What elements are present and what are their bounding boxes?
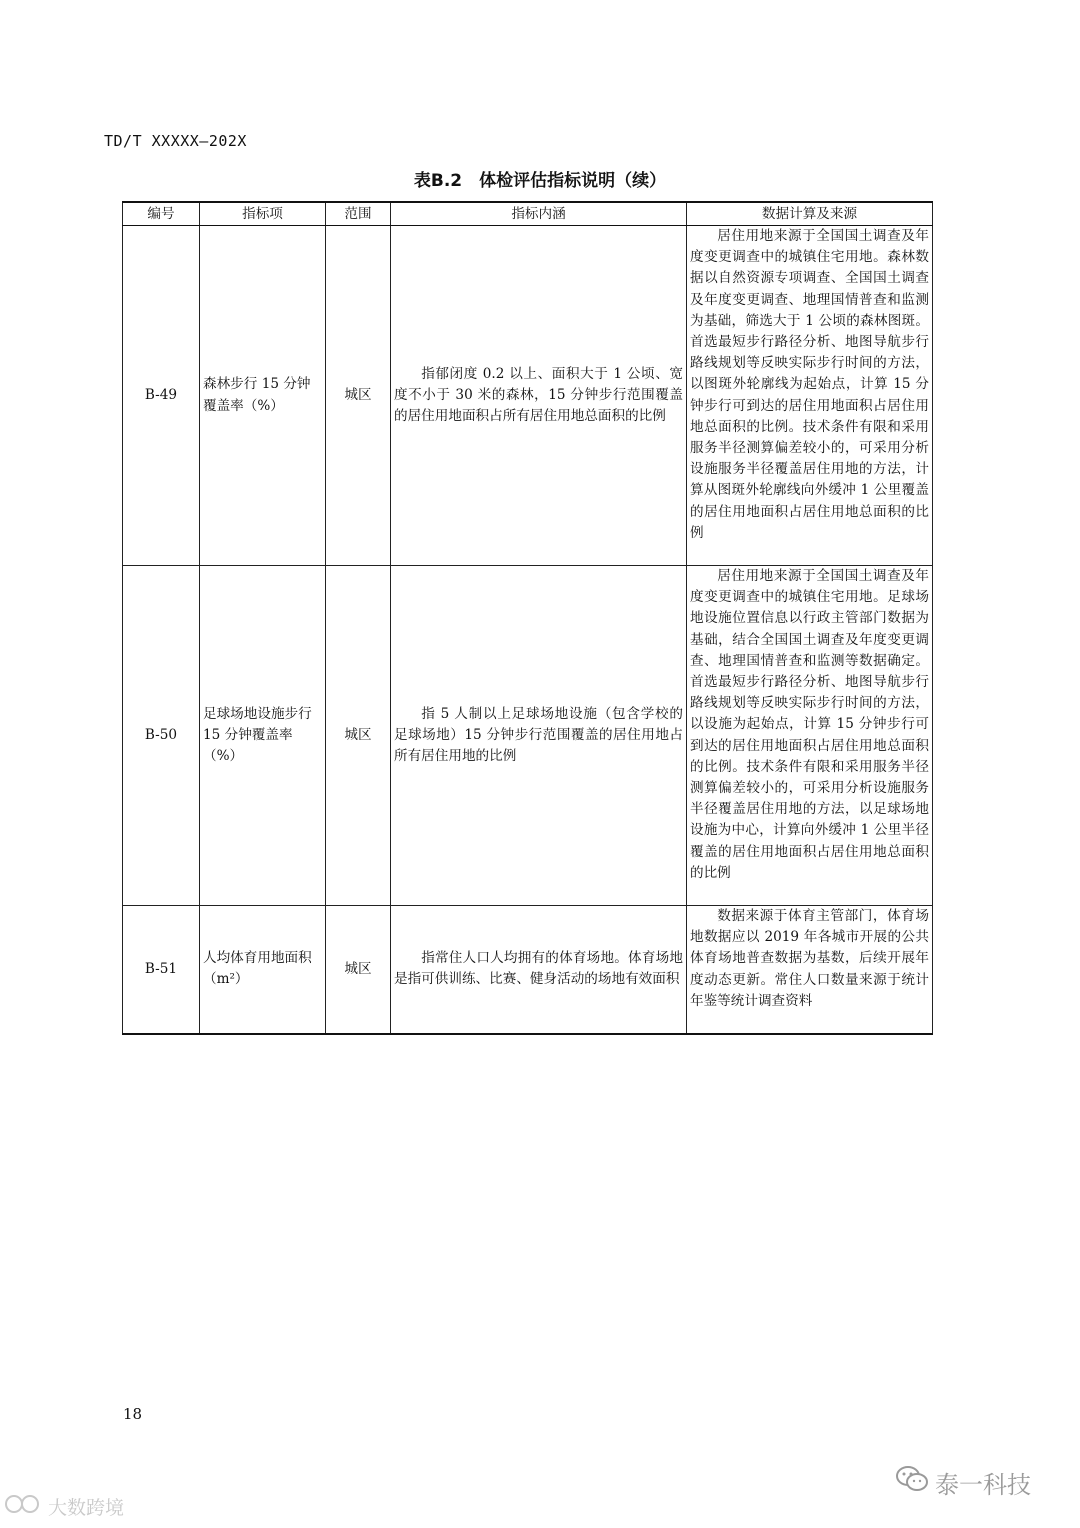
row-meaning: 指 5 人制以上足球场地设施（包含学校的足球场地）15 分钟步行范围覆盖的居住用地占所有居住用地的比例 bbox=[391, 566, 687, 906]
table-row bbox=[123, 226, 933, 566]
row-code: B-50 bbox=[123, 566, 200, 906]
row-item: 人均体育用地面积（m²） bbox=[200, 906, 326, 1034]
row-meaning: 指常住人口人均拥有的体育场地。体育场地是指可供训练、比赛、健身活动的场地有效面积 bbox=[391, 906, 687, 1034]
row-scope: 城区 bbox=[326, 566, 391, 906]
row-item: 足球场地设施步行 15 分钟覆盖率（%） bbox=[200, 566, 326, 906]
row-item: 森林步行 15 分钟覆盖率（%） bbox=[200, 226, 326, 566]
table-row bbox=[123, 566, 933, 906]
row-source: 数据来源于体育主管部门，体育场地数据应以 2019 年各城市开展的公共体育场地普查数据为基数，后续开展年度动态更新。常住人口数量来源于统计年鉴等统计调查资料 bbox=[687, 906, 933, 1034]
watermark-right bbox=[895, 1464, 1031, 1500]
wechat-icon bbox=[895, 1464, 929, 1500]
document-code: TD/T XXXXX—202X bbox=[104, 132, 247, 150]
row-code: B-49 bbox=[123, 226, 200, 566]
row-meaning: 指郁闭度 0.2 以上、面积大于 1 公顷、宽度不小于 30 米的森林，15 分钟步行范围覆盖的居住用地面积占所有居住用地总面积的比例 bbox=[391, 226, 687, 566]
column-header-scope: 范围 bbox=[326, 202, 391, 226]
row-code: B-51 bbox=[123, 906, 200, 1034]
row-scope: 城区 bbox=[326, 226, 391, 566]
table-title: 表B.2 体检评估指标说明（续） bbox=[413, 171, 667, 191]
indicator-table bbox=[122, 201, 933, 1035]
column-header-source: 数据计算及来源 bbox=[687, 202, 933, 226]
table-row bbox=[123, 906, 933, 1034]
watermark-left-text: 大数跨境 bbox=[48, 1497, 125, 1519]
table-header-row bbox=[123, 202, 933, 226]
column-header-meaning: 指标内涵 bbox=[391, 202, 687, 226]
row-source: 居住用地来源于全国国土调查及年度变更调查中的城镇住宅用地。森林数据以自然资源专项调查、全国国土调查及年度变更调查、地理国情普查和监测为基础，筛选大于 1 公顷的森林图斑。首选最短步行路径分析、地图导航步行路线规划等反映实际步行时间的方法，以图斑外轮廓线为起始点，计算 15 分钟步行可到达的居住用地面积占居住用地总面积的比例。技术条件有限和采用服务半径测算偏差较小的，可采用分析设施服务半径覆盖居住用地的方法，计算从图斑外轮廓线向外缓冲 1 公里覆盖的居住用地面积占居住用地总面积的比例 bbox=[687, 226, 933, 566]
row-scope: 城区 bbox=[326, 906, 391, 1034]
chat-bubble-icon bbox=[4, 1493, 42, 1520]
watermark-right-text: 泰一科技 bbox=[935, 1470, 1031, 1499]
row-source: 居住用地来源于全国国土调查及年度变更调查中的城镇住宅用地。足球场地设施位置信息以行政主管部门数据为基础，结合全国国土调查及年度变更调查、地理国情普查和监测等数据确定。首选最短步行路径分析、地图导航步行路线规划等反映实际步行时间的方法，以设施为起始点，计算 15 分钟步行可到达的居住用地面积占居住用地总面积的比例。技术条件有限和采用服务半径测算偏差较小的，可采用分析设施服务半径覆盖居住用地的方法，以足球场地设施为中心，计算向外缓冲 1 公里半径覆盖的居住用地面积占居住用地总面积的比例 bbox=[687, 566, 933, 906]
column-header-item: 指标项 bbox=[200, 202, 326, 226]
column-header-code: 编号 bbox=[123, 202, 200, 226]
watermark-left bbox=[4, 1493, 124, 1520]
page-number: 18 bbox=[123, 1405, 143, 1423]
